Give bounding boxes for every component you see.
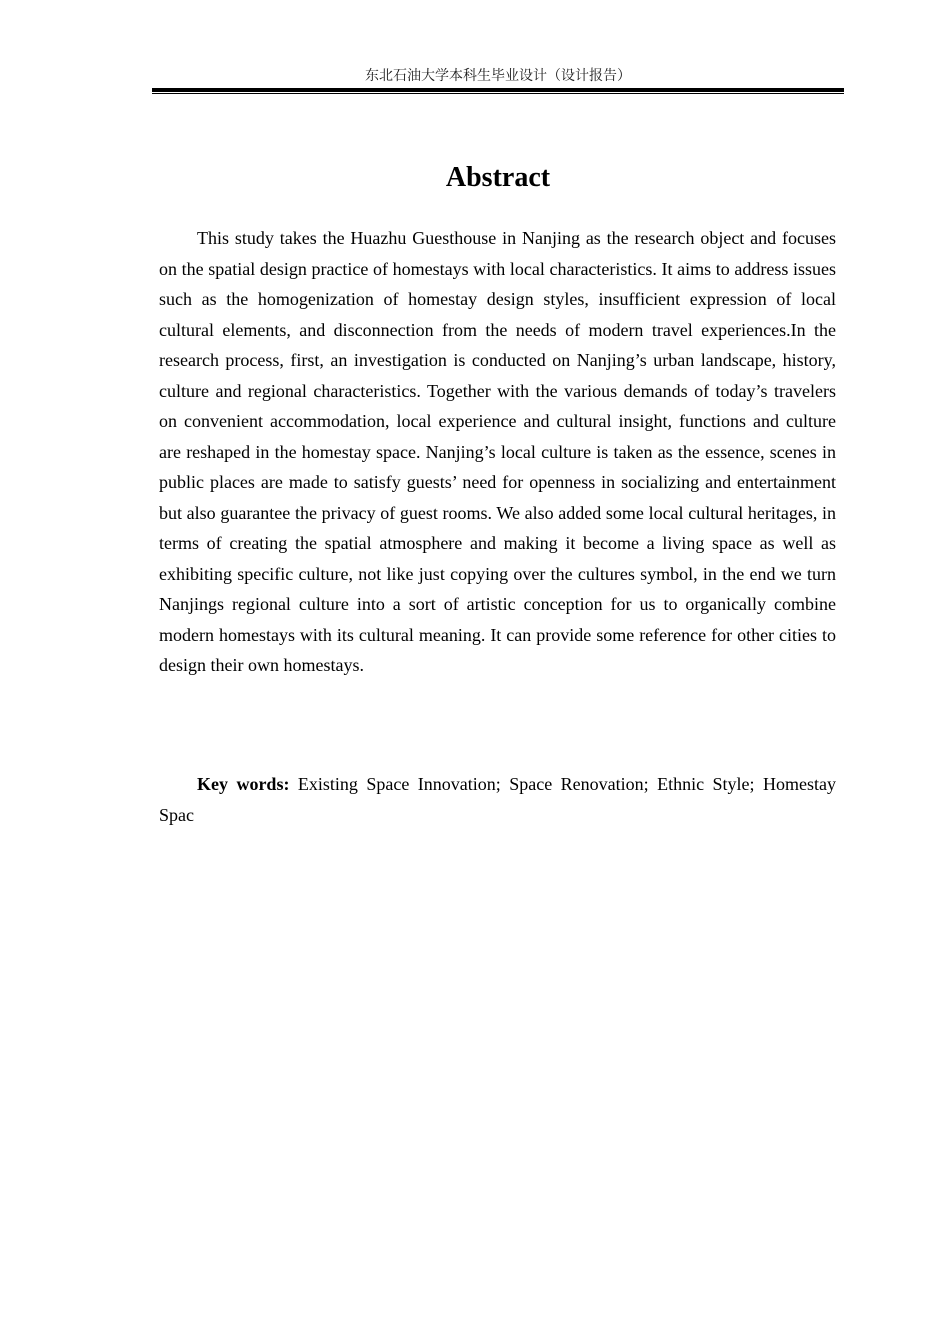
keywords-paragraph: [159, 769, 836, 831]
header-rule-thin: [152, 93, 844, 94]
keywords-text: Existing Space Innovation; Space Renovation; Ethnic Style; Homestay Spac: [159, 774, 836, 825]
abstract-title: Abstract: [445, 162, 551, 193]
abstract-body: This study takes the Huazhu Guesthouse in Nanjing as the research object and focuses on the spatial design practice of homestays with local characteristics. It aims to address issues such as the homogenization of homestay design styles, insufficient expression of local cultural elements, and disconnection from the needs of modern travel experiences.In the research process, first, an investigation is conducted on Nanjing’s urban landscape, history, culture and regional characteristics. Together with the various demands of today’s travelers on convenient accommodation, local experience and cultural insight, functions and culture are reshaped in the homestay space. Nanjing’s local culture is taken as the essence, scenes in public places are made to satisfy guests’ need for openness in socializing and entertainment but also guarantee the privacy of guest rooms. We also added some local cultural heritages, in terms of creating the spatial atmosphere and making it become a living space as well as exhibiting specific culture, not like just copying over the cultures symbol, in the end we turn Nanjings regional culture into a sort of artistic conception for us to organically combine modern homestays with its cultural meaning. It can provide some reference for other cities to design their own homestays.: [159, 228, 836, 675]
running-header: 东北石油大学本科生毕业设计（设计报告）: [365, 69, 631, 84]
header-rule-thick: [152, 88, 844, 92]
keywords-label: Key words:: [197, 774, 290, 794]
